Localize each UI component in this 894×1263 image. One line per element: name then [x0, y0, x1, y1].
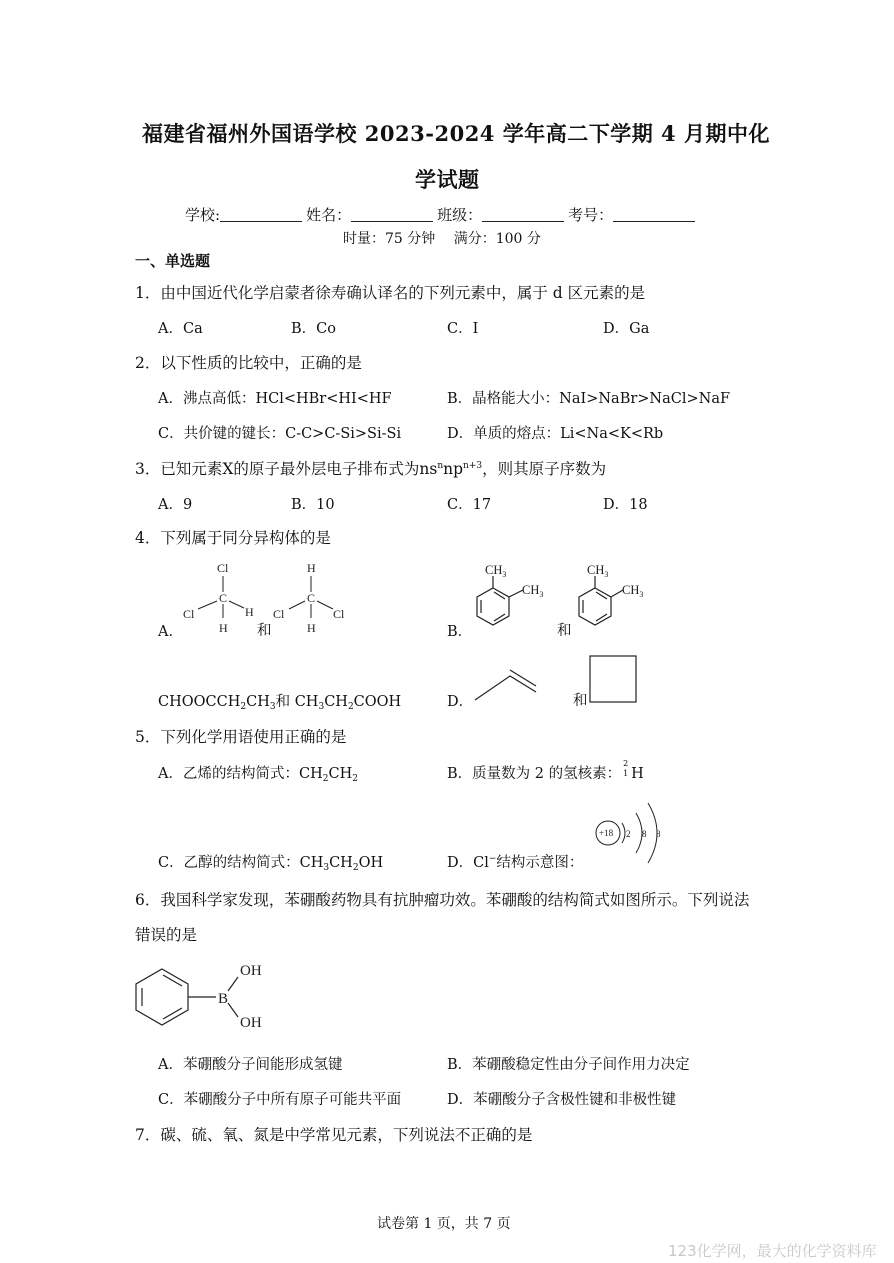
- class-label: 班级：: [437, 206, 483, 224]
- q4-b-and: 和: [557, 623, 572, 639]
- page-footer: 试卷第 1 页，共 7 页: [377, 1216, 511, 1232]
- formula-part: CH: [324, 694, 348, 710]
- q4-stem: 4．下列属于同分异构体的是: [135, 529, 331, 547]
- q1-option-c: C．I: [447, 321, 479, 337]
- q3-option-a: A．9: [158, 497, 193, 513]
- atomic-number: 1: [623, 769, 629, 778]
- q4-a-and: 和: [257, 623, 272, 639]
- q3-stem-tail: ，则其原子序数为: [482, 460, 607, 478]
- formula-part: CH: [298, 766, 323, 782]
- q5-a-text: A．乙烯的结构简式：: [158, 766, 299, 782]
- formula-part: CH: [329, 855, 353, 871]
- q1-option-b: B．Co: [291, 321, 336, 337]
- q1-option-a: A．Ca: [158, 321, 203, 337]
- formula-sub: 2: [240, 702, 247, 712]
- q4-option-c: [158, 690, 401, 712]
- q2-option-c: C．共价键的键长：C-C>C-Si>Si-Si: [158, 426, 402, 442]
- shell-1-count: 2: [626, 829, 631, 839]
- group-oh: OH: [240, 963, 262, 979]
- atom-h: H: [307, 561, 316, 575]
- formula-sub: 3: [323, 863, 330, 873]
- number-label: 考号：: [568, 206, 614, 224]
- shell-3-count: 8: [656, 829, 661, 839]
- q5-c-text: C．乙醇的结构简式：: [158, 855, 300, 871]
- atom-h: H: [219, 621, 228, 635]
- formula-sub: 2: [322, 774, 329, 784]
- q4-option-a-label: A．: [158, 624, 183, 640]
- q6-option-d: D．苯硼酸分子含极性键和非极性键: [447, 1092, 677, 1108]
- atom-cl: Cl: [217, 561, 229, 575]
- q1-stem: 1．由中国近代化学启蒙者徐寿确认译名的下列元素中，属于 d 区元素的是: [135, 284, 646, 302]
- formula-part: CH: [299, 855, 324, 871]
- q4-c-and: 和: [275, 694, 295, 710]
- q2-option-a: A．沸点高低：HCl<HBr<HI<HF: [158, 391, 392, 407]
- q4-option-c-label: C: [158, 694, 170, 710]
- formula-part: HOOCCH: [169, 694, 241, 710]
- group-ch3: $CH_3$: [622, 583, 644, 599]
- school-label: 学校:: [185, 206, 221, 224]
- q3-stem: [135, 457, 606, 479]
- q4-option-d-label: D．: [447, 694, 474, 710]
- q4-option-b-label: B．: [447, 624, 473, 640]
- phenylboronic-acid-structure: [130, 955, 280, 1035]
- atom-c: C: [307, 591, 316, 605]
- q5-option-a: [158, 762, 358, 784]
- info-line: [185, 204, 699, 225]
- q6-option-b: B．苯硼酸稳定性由分子间作用力决定: [447, 1057, 690, 1073]
- group-ch3: $CH_3$: [587, 563, 609, 579]
- nucleus-charge: +18: [599, 828, 614, 838]
- formula-part: CH: [328, 766, 353, 782]
- formula-sub: 2: [347, 702, 354, 712]
- q2-option-d: D．单质的熔点：Li<Na<K<Rb: [447, 426, 664, 442]
- q3-np: np: [443, 460, 464, 478]
- school-blank[interactable]: [220, 207, 302, 222]
- name-blank[interactable]: [351, 207, 433, 222]
- formula-part: OH: [358, 855, 384, 871]
- formula-sub: 3: [318, 702, 325, 712]
- formula-part: COOH: [353, 694, 402, 710]
- group-ch3: $CH_3$: [522, 583, 544, 599]
- name-label: 姓名：: [306, 206, 352, 224]
- q2-stem: 2．以下性质的比较中，正确的是: [135, 354, 362, 372]
- q4-d-and: 和: [573, 693, 588, 709]
- q5-d-text: 结构示意图：: [496, 855, 584, 871]
- q3-np-superscript: n+3: [463, 461, 483, 471]
- q5-d-label: D．: [447, 855, 474, 871]
- q7-stem: 7．碳、硫、氧、氮是中学常见元素，下列说法不正确的是: [135, 1126, 533, 1144]
- q5-option-d: [447, 851, 583, 872]
- q4-option-d-structures: [470, 652, 645, 708]
- atom-cl: Cl: [273, 607, 285, 621]
- class-blank[interactable]: [482, 207, 564, 222]
- q3-option-c: C．17: [447, 497, 492, 513]
- formula-sub: 3: [269, 702, 276, 712]
- cl-ion-structure-diagram: [590, 797, 670, 867]
- watermark: 123化学网，最大的化学资料库: [668, 1242, 877, 1260]
- title-line-2: 学试题: [415, 167, 480, 192]
- title-line-1: 福建省福州外国语学校 2023-2024 学年高二下学期 4 月期中化: [142, 121, 770, 146]
- q5-stem: 5．下列化学用语使用正确的是: [135, 728, 347, 746]
- q6-stem-line-1: 6．我国科学家发现，苯硼酸药物具有抗肿瘤功效。苯硼酸的结构简式如图所示。下列说法: [135, 891, 750, 909]
- number-blank[interactable]: [613, 207, 695, 222]
- formula-part: CH: [246, 694, 270, 710]
- q3-option-d: D．18: [603, 497, 648, 513]
- atom-h: H: [307, 621, 316, 635]
- q4-option-a-structures: [178, 556, 368, 638]
- atom-b: B: [218, 991, 229, 1007]
- time-score-line: 时量：75 分钟 满分：100 分: [343, 231, 541, 247]
- formula-part: CH: [294, 694, 319, 710]
- atom-cl: Cl: [333, 607, 345, 621]
- ion-charge: −: [488, 854, 497, 864]
- q3-ns: ns: [419, 460, 438, 478]
- q2-option-b: B．晶格能大小：NaI>NaBr>NaCl>NaF: [447, 391, 731, 407]
- q3-option-b: B．10: [291, 497, 335, 513]
- q5-option-b: [447, 759, 644, 783]
- q5-option-c: [158, 851, 383, 873]
- mass-number: 2: [623, 759, 629, 768]
- atom-h: H: [245, 605, 254, 619]
- atom-c: C: [219, 591, 228, 605]
- element-symbol: H: [631, 766, 644, 782]
- formula-sub: 2: [352, 774, 358, 784]
- q3-stem-text: 3．已知元素X的原子最外层电子排布式为: [135, 460, 420, 478]
- q1-option-d: D．Ga: [603, 321, 650, 337]
- ion-symbol: Cl: [473, 855, 489, 871]
- section-heading: 一、单选题: [135, 252, 211, 270]
- q3-ns-superscript: n: [437, 461, 444, 471]
- q6-stem-line-2: 错误的是: [135, 926, 198, 944]
- q6-option-c: C．苯硼酸分子中所有原子可能共平面: [158, 1092, 402, 1108]
- q5-b-text: B．质量数为 2 的氢核素：: [447, 766, 622, 782]
- formula-sub: 2: [352, 863, 359, 873]
- group-ch3: $CH_3$: [485, 563, 507, 579]
- group-oh: OH: [240, 1015, 262, 1031]
- nuclide-notation: [621, 759, 631, 778]
- atom-cl: Cl: [183, 607, 195, 621]
- q6-option-a: A．苯硼酸分子间能形成氢键: [158, 1057, 343, 1073]
- shell-2-count: 8: [642, 829, 647, 839]
